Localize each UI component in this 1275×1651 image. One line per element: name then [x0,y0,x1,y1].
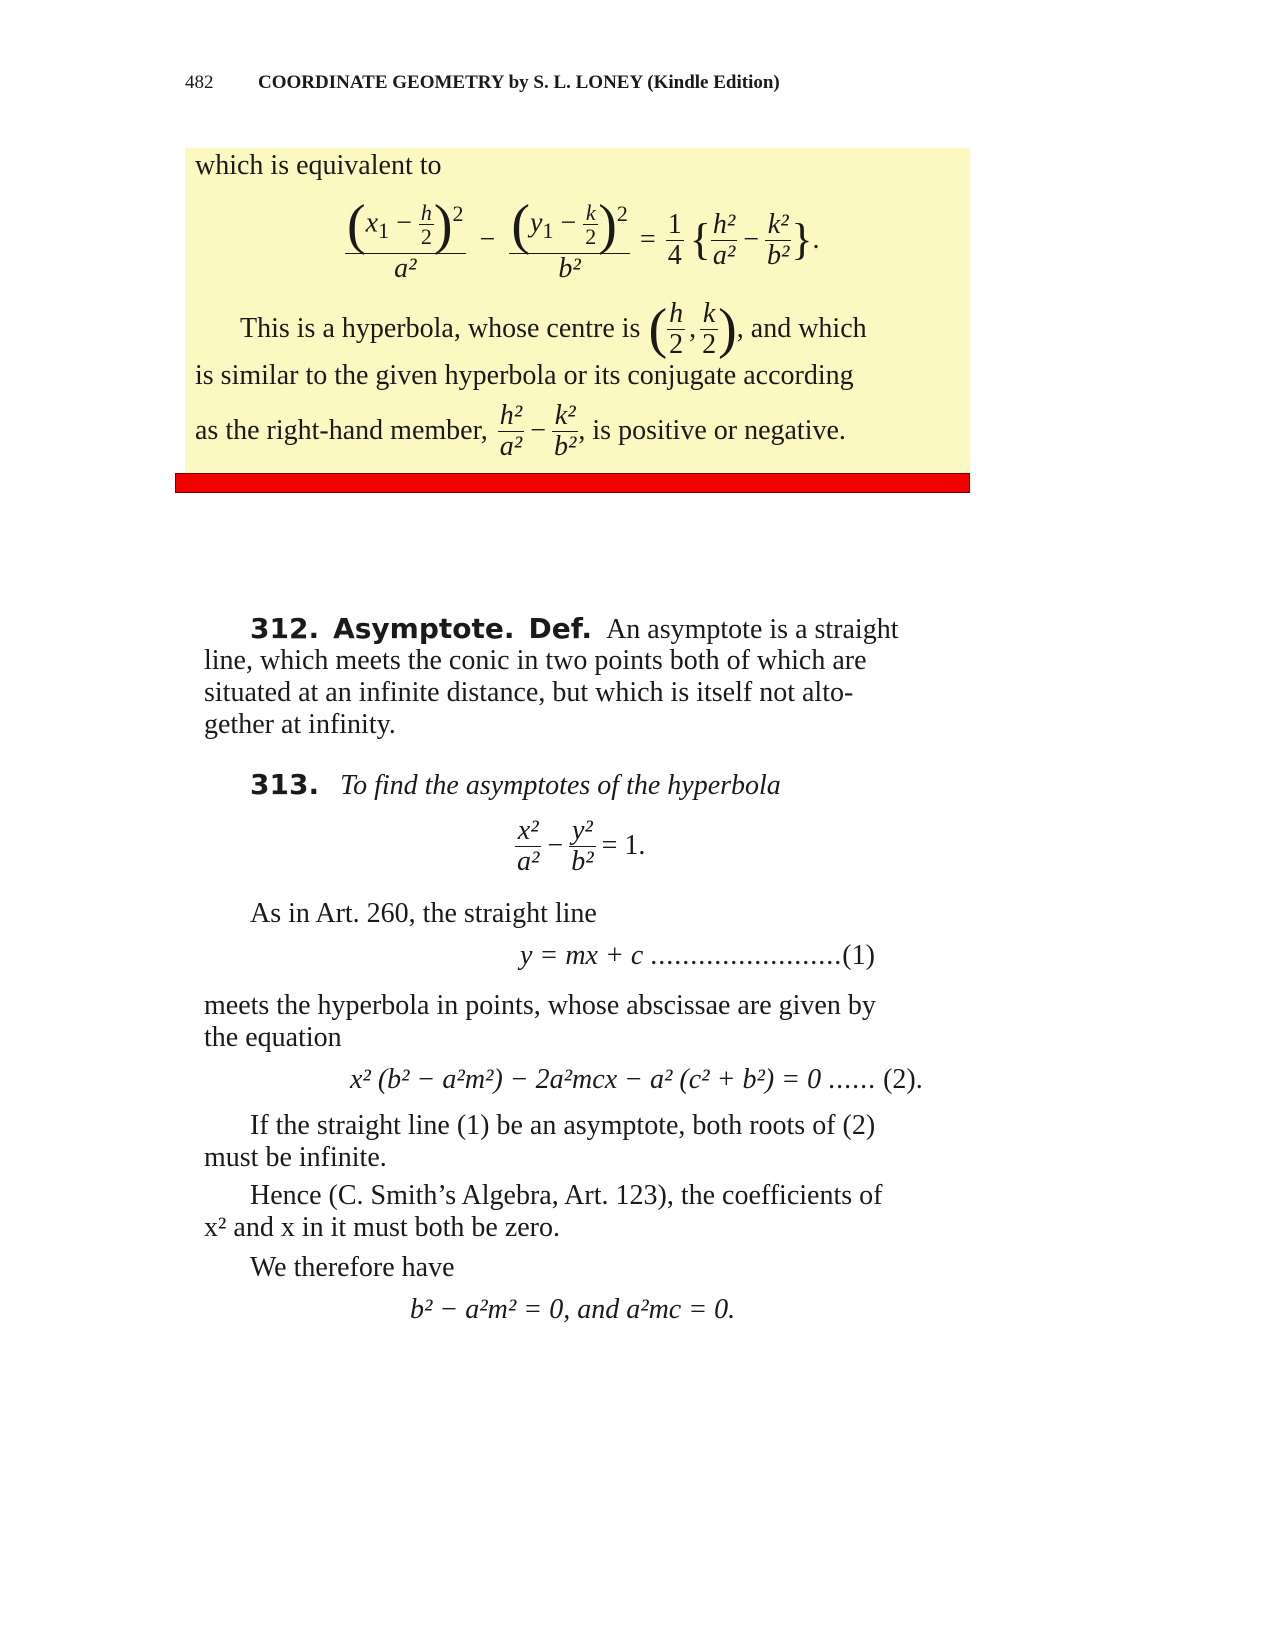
fraction-term-y: ($y_1$ − $\frac{k}{2}$ )$^2$ b² [511,193,628,284]
therefore-text: We therefore have [250,1252,455,1283]
centre-sentence: This is a hyperbola, whose centre is ( $\frac{h}{2}$ , $\frac{k}{2}$ ) , and which [240,298,867,360]
section-312-line2: line, which meets the conic in two points both of which are [204,645,867,676]
section-312-line3: situated at an infinite distance, but which is itself not alto- [204,677,854,708]
hyperbola-equation: $\frac{\text{x²}}{\text{a²}}$ − $\frac{\text{y²}}{\text{b²}}$ = 1. [517,815,646,877]
smith-algebra-line2: x² and x in it must both be zero. [204,1212,561,1243]
asymptote-condition-line1: If the straight line (1) be an asymptote, both roots of (2) [250,1110,876,1141]
abscissae-line2: the equation [204,1022,342,1053]
section-313-heading: 313. To find the asymptotes of the hyperbola [250,768,781,801]
similar-sentence: is similar to the given hyperbola or its conjugate according [195,360,854,391]
section-312-line4: gether at infinity. [204,709,396,740]
abscissae-line1: meets the hyperbola in points, whose abscissae are given by [204,990,876,1021]
asymptote-condition-line2: must be infinite. [204,1142,387,1173]
smith-algebra-line1: Hence (C. Smith’s Algebra, Art. 123), the coefficients of [250,1180,883,1211]
equation-final: b² − a²m² = 0, and a²mc = 0. [410,1294,736,1325]
art-260-text: As in Art. 260, the straight line [250,898,597,929]
page-number: 482 [185,72,214,93]
running-header: COORDINATE GEOMETRY by S. L. LONEY (Kindle Edition) [258,72,780,93]
section-312-heading: 312. Asymptote. Def. An asymptote is a straight [250,612,899,645]
equation-2: x² (b² − a²m²) − 2a²mcx − a² (c² + b²) = 0 ...... (2). [350,1064,923,1095]
intro-text: which is equivalent to [195,150,442,181]
red-separator-bar [175,473,970,493]
fraction-quarter: $\frac{1}{4}$ [667,209,682,271]
equation-1: y = mx + c ........................(1) [520,940,875,971]
fraction-term-x: ($x_1$ − $\frac{h}{2}$ )$^2$ a² [347,193,464,284]
equation-centre-form: ($x_1$ − $\frac{h}{2}$ )$^2$ a² − ($y_1$ − $\frac{k}{2}$ )$^2$ b² = $\frac{1}{4}$ { $\frac{\text{h²}}{\text{a²}}$ − $\frac{\text{k²}}{\text{b²}}$ } . [347,193,820,284]
member-sentence: as the right-hand member, $\frac{\text{h²}}{\text{a²}}$ − $\frac{\text{k²}}{\text{b²}}$ , is positive or negative. [195,400,846,462]
